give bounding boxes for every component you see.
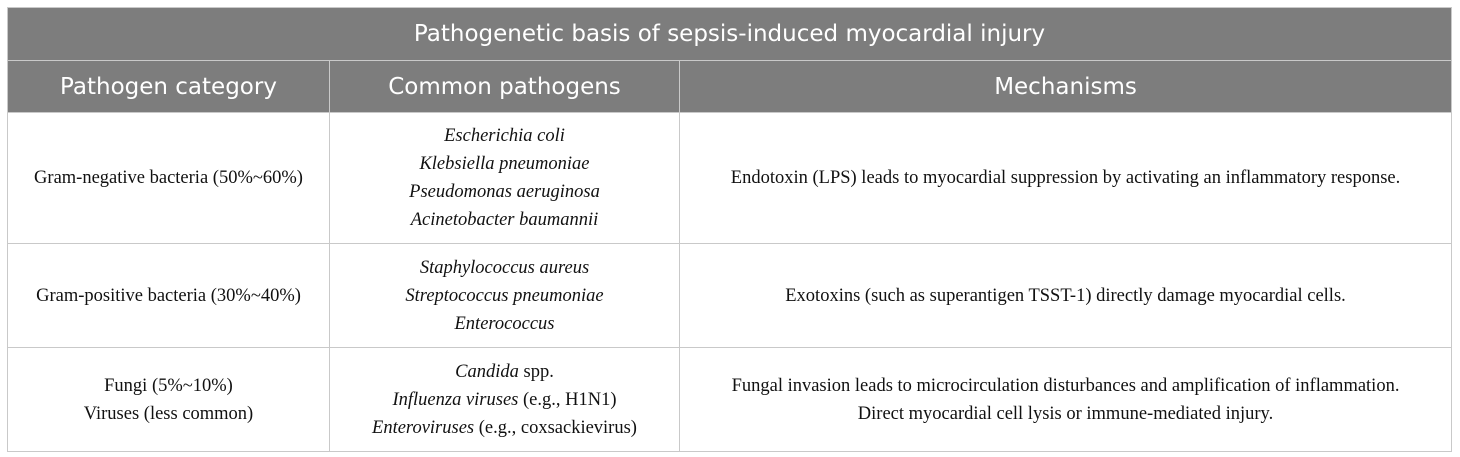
category-text: Gram-positive bacteria (30%~40%) [36,285,301,306]
category-cell [8,348,330,452]
category-cell [8,113,330,244]
pathogen-note: (e.g., coxsackievirus) [474,417,637,438]
pathogenesis-table [7,7,1452,452]
pathogen-name: Escherichia coli [444,126,565,146]
table-title-row [8,8,1452,61]
pathogen-name: Candida [455,361,519,382]
category-text: Fungi (5%~10%) [104,375,233,396]
pathogen-item [330,122,679,150]
pathogen-note: (e.g., H1N1) [518,389,617,410]
pathogen-name: Staphylococcus aureus [419,257,590,278]
mechanism-text: Endotoxin (LPS) leads to myocardial suppression by activating an inflammatory response. [730,168,1401,188]
pathogen-item [330,414,679,442]
pathogen-item [330,358,679,386]
table-row [8,113,1452,244]
pathogen-name: Streptococcus pneumoniae [405,285,604,306]
pathogen-item [330,310,679,338]
pathogen-item [330,206,679,234]
pathogen-name: Enteroviruses [372,417,475,438]
pathogen-item [330,150,679,178]
pathogen-name: Enterococcus [454,313,555,334]
pathogens-cell [330,244,680,348]
header-pathogen-category: Pathogen category [8,61,330,113]
pathogen-name: Klebsiella pneumoniae [419,154,590,174]
pathogen-item [330,178,679,206]
pathogens-cell [330,348,680,452]
pathogen-name: Influenza viruses [392,389,519,410]
pathogen-item [330,386,679,414]
pathogen-note: spp. [518,361,554,382]
header-common-pathogens: Common pathogens [330,61,680,113]
pathogens-cell [330,113,680,244]
mechanism-text: Exotoxins (such as superantigen TSST-1) directly damage myocardial cells. [785,285,1346,306]
mechanism-text: Direct myocardial cell lysis or immune-mediated injury. [857,403,1274,424]
category-text: Gram-negative bacteria (50%~60%) [34,168,303,188]
category-text: Viruses (less common) [83,403,254,424]
table-row [8,348,1452,452]
pathogen-item [330,254,679,282]
table-header-row [8,61,1452,113]
table-title: Pathogenetic basis of sepsis-induced myocardial injury [8,8,1452,61]
mechanisms-cell [680,348,1452,452]
mechanisms-cell [680,244,1452,348]
mechanisms-cell [680,113,1452,244]
pathogen-item [330,282,679,310]
header-mechanisms: Mechanisms [680,61,1452,113]
pathogen-name: Pseudomonas aeruginosa [409,182,600,202]
mechanism-text: Fungal invasion leads to microcirculation disturbances and amplification of inflammation. [731,375,1400,396]
table-row [8,244,1452,348]
pathogen-name: Acinetobacter baumannii [410,210,599,230]
category-cell [8,244,330,348]
